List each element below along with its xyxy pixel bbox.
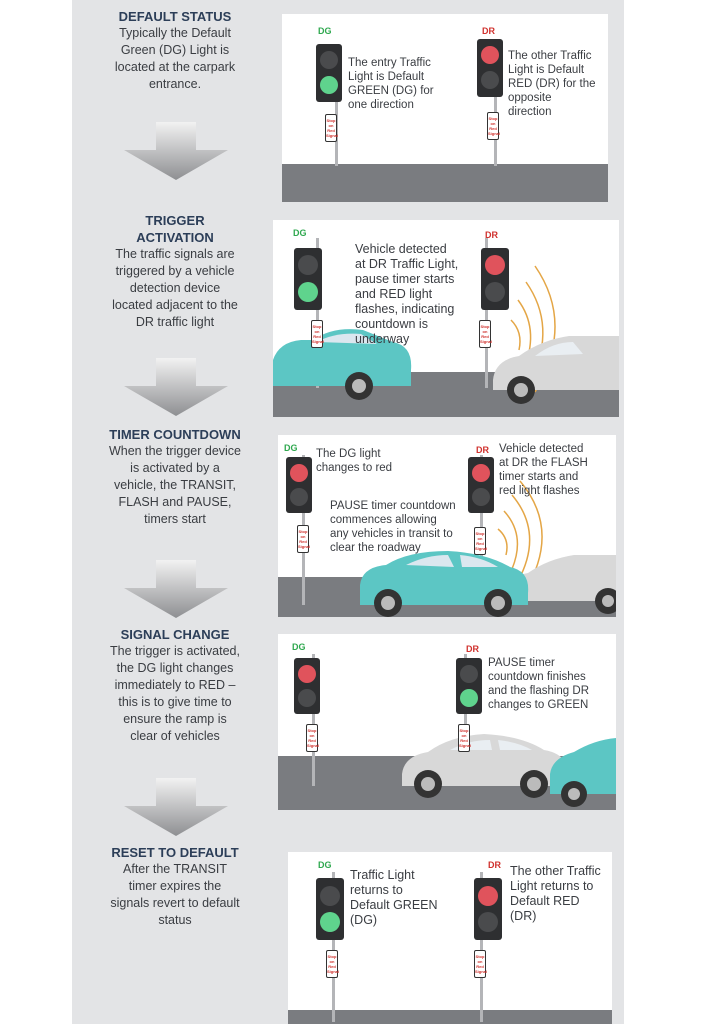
annotation: The other Traffic Light is Default RED (DR) for the opposite direction — [508, 50, 596, 118]
step-description: When the trigger device is activated by a vehicle, the TRANSIT, FLASH and PAUSE, timers start — [108, 444, 241, 526]
annotation: The other Traffic Light returns to Default RED (DR) — [510, 864, 601, 923]
step-description: Typically the Default Green (DG) Light is located at the carpark entrance. — [114, 26, 236, 91]
annotation: Traffic Light returns to Default GREEN (DG) — [350, 868, 438, 927]
stop-sign: Stop on Red Signal — [311, 320, 323, 348]
stop-sign: Stop on Red Signal — [458, 724, 470, 752]
step-text — [72, 626, 278, 745]
step-heading: RESET TO DEFAULT — [111, 845, 239, 860]
stop-sign: Stop on Red Signal — [297, 525, 309, 553]
stop-sign: Stop on Red Signal — [487, 112, 499, 140]
dr-label: DR — [466, 644, 479, 654]
step-heading: SIGNAL CHANGE — [120, 627, 230, 642]
step-description: The trigger is activated, the DG light changes immediately to RED – this is to give time to ensure the ramp is clear of vehicles — [110, 644, 240, 743]
scene-panel-3 — [278, 435, 616, 617]
annotation: Vehicle detected at DR the FLASH timer starts and red light flashes — [499, 443, 588, 497]
down-arrow-icon — [120, 560, 232, 618]
step-description: After the TRANSIT timer expires the signals revert to default status — [110, 862, 240, 927]
traffic-light-dg-icon — [316, 872, 344, 1022]
down-arrow-icon — [120, 358, 232, 416]
step-timer-countdown — [72, 420, 624, 620]
step-text — [72, 8, 278, 93]
scene-panel-4 — [278, 634, 616, 810]
scene-panel-1 — [282, 14, 608, 202]
stop-sign: Stop on Red Signal — [474, 950, 486, 978]
down-arrow-icon — [120, 122, 232, 180]
step-heading: TRIGGER ACTIVATION — [136, 213, 214, 245]
step-text — [72, 844, 278, 929]
annotation: PAUSE timer countdown finishes and the flashing DR changes to GREEN — [488, 657, 590, 711]
stop-sign: Stop on Red Signal — [479, 320, 491, 348]
step-trigger-activation — [72, 200, 624, 420]
annotation: The entry Traffic Light is Default GREEN (DG) for one direction — [348, 57, 434, 111]
stop-sign: Stop on Red Signal — [326, 950, 338, 978]
stop-sign: Stop on Red Signal — [474, 527, 486, 555]
step-heading: TIMER COUNTDOWN — [109, 427, 241, 442]
scene-panel-2 — [273, 220, 619, 417]
step-text — [72, 212, 278, 331]
dg-label: DG — [284, 443, 298, 453]
dr-label: DR — [488, 860, 501, 870]
traffic-light-dr-icon — [474, 872, 502, 1022]
dg-label: DG — [318, 860, 332, 870]
step-signal-change — [72, 620, 624, 840]
dr-label: DR — [482, 26, 495, 36]
scene-panel-5 — [288, 852, 612, 1024]
dg-label: DG — [318, 26, 332, 36]
down-arrow-icon — [120, 778, 232, 836]
dg-label: DG — [293, 228, 307, 238]
step-reset-to-default — [72, 840, 624, 1024]
annotation: PAUSE timer countdown commences allowing any vehicles in transit to clear the roadway — [330, 500, 456, 554]
dr-label: DR — [485, 230, 498, 240]
step-heading: DEFAULT STATUS — [118, 9, 232, 24]
step-text — [72, 426, 278, 528]
stop-sign: Stop on Red Signal — [306, 724, 318, 752]
traffic-light-dr-icon — [477, 39, 503, 166]
dr-label: DR — [476, 445, 489, 455]
dg-label: DG — [292, 642, 306, 652]
traffic-light-dg-icon — [316, 44, 342, 166]
stop-sign: Stop on Red Signal — [325, 114, 337, 142]
step-description: The traffic signals are triggered by a vehicle detection device located adjacent to the DR traffic light — [112, 247, 238, 329]
step-default-status — [72, 0, 624, 200]
annotation: The DG light changes to red — [316, 448, 393, 474]
annotation: Vehicle detected at DR Traffic Light, pause timer starts and RED light flashes, indicating countdown is underway — [355, 242, 459, 346]
